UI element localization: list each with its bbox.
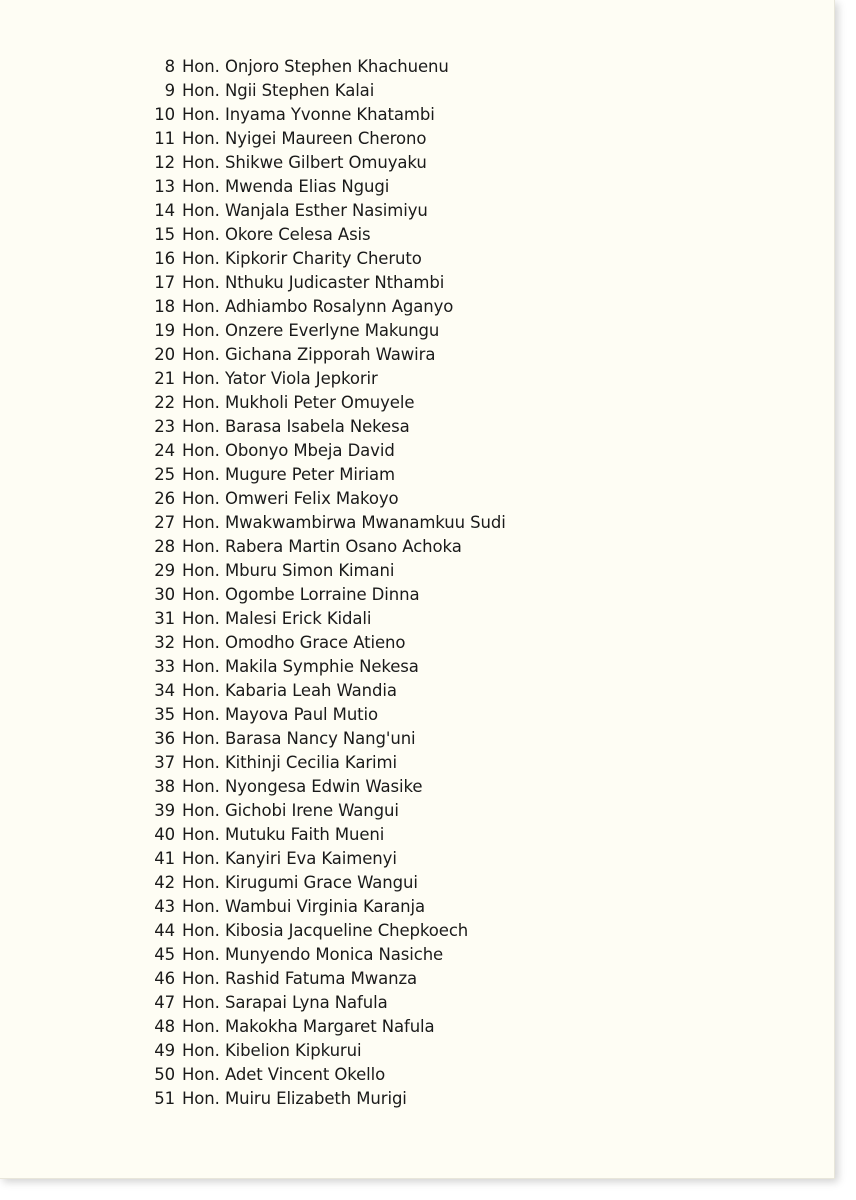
- item-number: 22: [154, 393, 175, 412]
- list-item: [140, 967, 506, 991]
- item-number: 50: [154, 1065, 175, 1084]
- item-number: 35: [154, 705, 175, 724]
- list-item: [140, 727, 506, 751]
- member-name: Hon. Mwenda Elias Ngugi: [182, 177, 390, 196]
- member-name: Hon. Omweri Felix Makoyo: [182, 489, 399, 508]
- item-number: 12: [154, 153, 175, 172]
- item-number: 39: [154, 801, 175, 820]
- member-name: Hon. Nthuku Judicaster Nthambi: [182, 273, 445, 292]
- list-item: [140, 775, 506, 799]
- member-name: Hon. Shikwe Gilbert Omuyaku: [182, 153, 427, 172]
- item-number: 23: [154, 417, 175, 436]
- member-name: Hon. Mburu Simon Kimani: [182, 561, 395, 580]
- item-number: 8: [164, 57, 175, 76]
- item-number: 13: [154, 177, 175, 196]
- member-name: Hon. Omodho Grace Atieno: [182, 633, 406, 652]
- list-item: [140, 607, 506, 631]
- list-item: [140, 559, 506, 583]
- item-number: 27: [154, 513, 175, 532]
- list-item: [140, 127, 506, 151]
- item-number: 44: [154, 921, 175, 940]
- member-name: Hon. Rabera Martin Osano Achoka: [182, 537, 462, 556]
- list-item: [140, 919, 506, 943]
- list-item: [140, 703, 506, 727]
- item-number: 46: [154, 969, 175, 988]
- member-list: [140, 55, 506, 1111]
- list-item: [140, 55, 506, 79]
- list-item: [140, 247, 506, 271]
- member-name: Hon. Kithinji Cecilia Karimi: [182, 753, 397, 772]
- item-number: 19: [154, 321, 175, 340]
- item-number: 20: [154, 345, 175, 364]
- list-item: [140, 1015, 506, 1039]
- member-name: Hon. Adet Vincent Okello: [182, 1065, 386, 1084]
- member-name: Hon. Mukholi Peter Omuyele: [182, 393, 415, 412]
- member-name: Hon. Sarapai Lyna Nafula: [182, 993, 388, 1012]
- item-number: 31: [154, 609, 175, 628]
- list-item: [140, 487, 506, 511]
- item-number: 51: [154, 1089, 175, 1108]
- member-name: Hon. Adhiambo Rosalynn Aganyo: [182, 297, 454, 316]
- member-name: Hon. Inyama Yvonne Khatambi: [182, 105, 435, 124]
- item-number: 25: [154, 465, 175, 484]
- item-number: 10: [154, 105, 175, 124]
- item-number: 24: [154, 441, 175, 460]
- list-item: [140, 415, 506, 439]
- item-number: 15: [154, 225, 175, 244]
- member-name: Hon. Kibelion Kipkurui: [182, 1041, 362, 1060]
- member-name: Hon. Kanyiri Eva Kaimenyi: [182, 849, 397, 868]
- item-number: 29: [154, 561, 175, 580]
- item-number: 33: [154, 657, 175, 676]
- item-number: 32: [154, 633, 175, 652]
- member-name: Hon. Gichobi Irene Wangui: [182, 801, 399, 820]
- member-name: Hon. Nyongesa Edwin Wasike: [182, 777, 423, 796]
- item-number: 49: [154, 1041, 175, 1060]
- list-item: [140, 799, 506, 823]
- list-item: [140, 511, 506, 535]
- member-name: Hon. Kabaria Leah Wandia: [182, 681, 397, 700]
- member-name: Hon. Barasa Isabela Nekesa: [182, 417, 410, 436]
- member-name: Hon. Barasa Nancy Nang'uni: [182, 729, 416, 748]
- member-name: Hon. Onjoro Stephen Khachuenu: [182, 57, 449, 76]
- item-number: 26: [154, 489, 175, 508]
- member-name: Hon. Mayova Paul Mutio: [182, 705, 379, 724]
- list-item: [140, 1063, 506, 1087]
- item-number: 47: [154, 993, 175, 1012]
- list-item: [140, 943, 506, 967]
- member-name: Hon. Kibosia Jacqueline Chepkoech: [182, 921, 469, 940]
- list-item: [140, 583, 506, 607]
- list-item: [140, 991, 506, 1015]
- list-item: [140, 199, 506, 223]
- member-name: Hon. Wambui Virginia Karanja: [182, 897, 426, 916]
- list-item: [140, 535, 506, 559]
- list-item: [140, 223, 506, 247]
- member-name: Hon. Mugure Peter Miriam: [182, 465, 396, 484]
- item-number: 37: [154, 753, 175, 772]
- member-name: Hon. Yator Viola Jepkorir: [182, 369, 378, 388]
- item-number: 18: [154, 297, 175, 316]
- list-item: [140, 871, 506, 895]
- item-number: 48: [154, 1017, 175, 1036]
- member-name: Hon. Kirugumi Grace Wangui: [182, 873, 418, 892]
- item-number: 34: [154, 681, 175, 700]
- member-name: Hon. Rashid Fatuma Mwanza: [182, 969, 418, 988]
- list-item: [140, 895, 506, 919]
- list-item: [140, 367, 506, 391]
- member-name: Hon. Makokha Margaret Nafula: [182, 1017, 435, 1036]
- list-item: [140, 847, 506, 871]
- list-item: [140, 175, 506, 199]
- member-name: Hon. Mutuku Faith Mueni: [182, 825, 385, 844]
- list-item: [140, 1039, 506, 1063]
- list-item: [140, 271, 506, 295]
- member-name: Hon. Mwakwambirwa Mwanamkuu Sudi: [182, 513, 506, 532]
- list-item: [140, 823, 506, 847]
- item-number: 17: [154, 273, 175, 292]
- item-number: 38: [154, 777, 175, 796]
- item-number: 28: [154, 537, 175, 556]
- member-name: Hon. Munyendo Monica Nasiche: [182, 945, 444, 964]
- item-number: 14: [154, 201, 175, 220]
- item-number: 30: [154, 585, 175, 604]
- item-number: 40: [154, 825, 175, 844]
- list-item: [140, 319, 506, 343]
- item-number: 11: [154, 129, 175, 148]
- member-name: Hon. Kipkorir Charity Cheruto: [182, 249, 422, 268]
- member-name: Hon. Obonyo Mbeja David: [182, 441, 395, 460]
- list-item: [140, 391, 506, 415]
- list-item: [140, 751, 506, 775]
- list-item: [140, 295, 506, 319]
- member-name: Hon. Gichana Zipporah Wawira: [182, 345, 436, 364]
- member-name: Hon. Muiru Elizabeth Murigi: [182, 1089, 407, 1108]
- member-name: Hon. Wanjala Esther Nasimiyu: [182, 201, 428, 220]
- list-item: [140, 655, 506, 679]
- list-item: [140, 463, 506, 487]
- list-item: [140, 631, 506, 655]
- item-number: 36: [154, 729, 175, 748]
- item-number: 21: [154, 369, 175, 388]
- member-name: Hon. Okore Celesa Asis: [182, 225, 371, 244]
- list-item: [140, 439, 506, 463]
- list-item: [140, 679, 506, 703]
- member-name: Hon. Makila Symphie Nekesa: [182, 657, 419, 676]
- list-item: [140, 103, 506, 127]
- member-name: Hon. Onzere Everlyne Makungu: [182, 321, 440, 340]
- member-name: Hon. Nyigei Maureen Cherono: [182, 129, 427, 148]
- item-number: 16: [154, 249, 175, 268]
- member-name: Hon. Ngii Stephen Kalai: [182, 81, 375, 100]
- member-name: Hon. Ogombe Lorraine Dinna: [182, 585, 420, 604]
- list-item: [140, 343, 506, 367]
- item-number: 45: [154, 945, 175, 964]
- member-name: Hon. Malesi Erick Kidali: [182, 609, 372, 628]
- item-number: 43: [154, 897, 175, 916]
- item-number: 9: [164, 81, 175, 100]
- list-item: [140, 79, 506, 103]
- list-item: [140, 1087, 506, 1111]
- item-number: 42: [154, 873, 175, 892]
- list-item: [140, 151, 506, 175]
- item-number: 41: [154, 849, 175, 868]
